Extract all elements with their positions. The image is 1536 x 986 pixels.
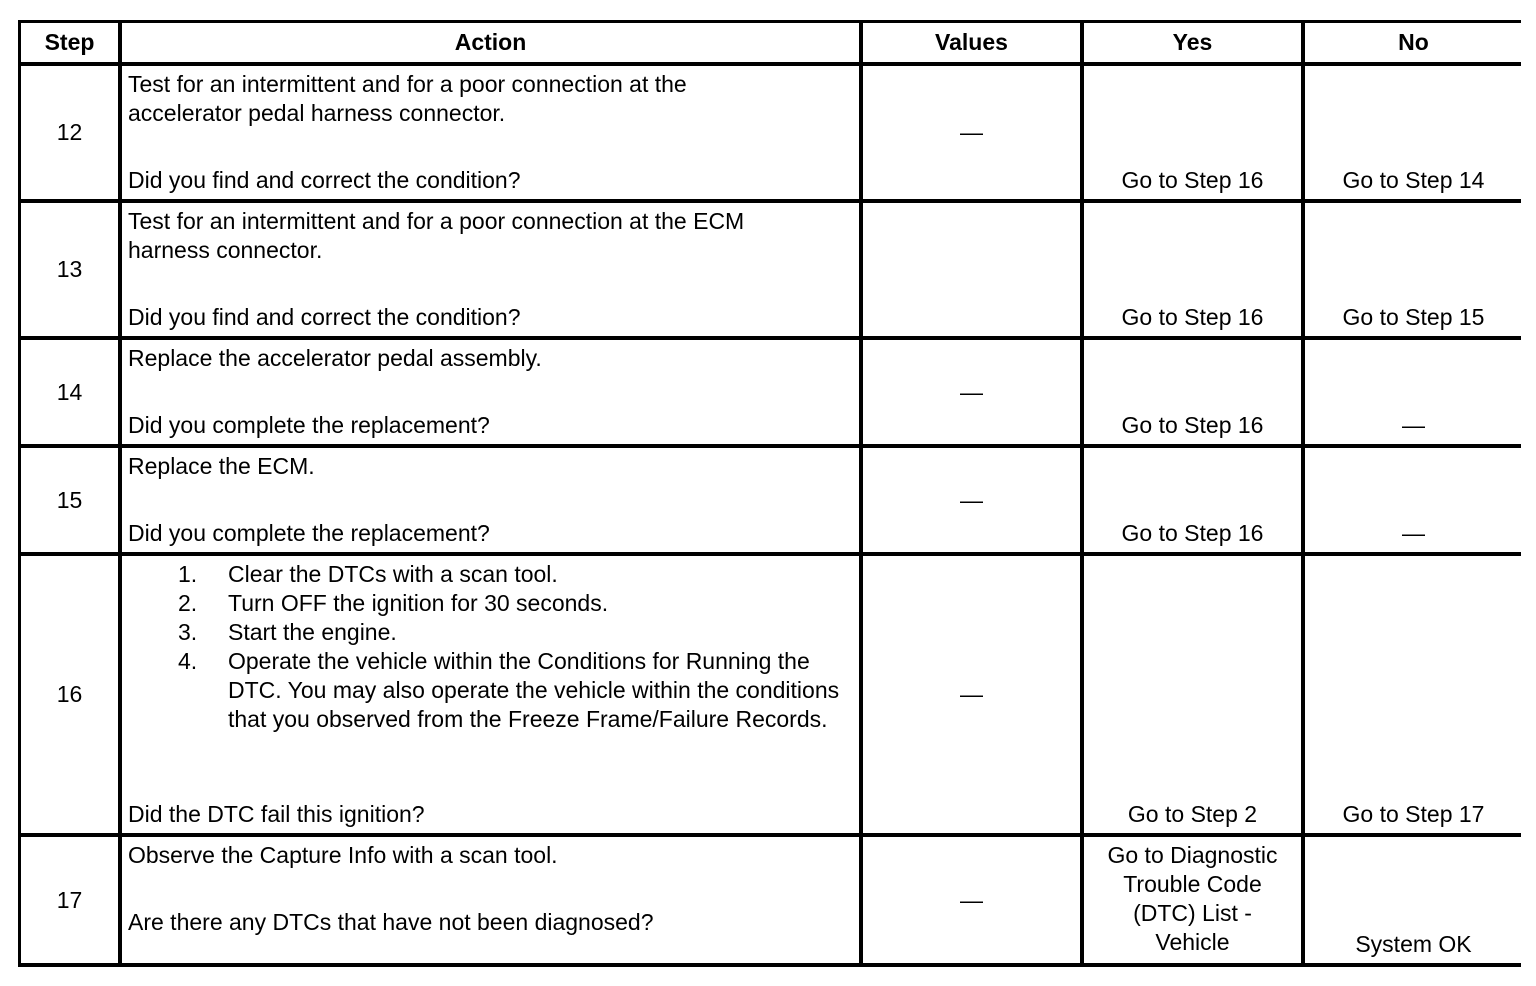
yes-link[interactable]: Go to Step 16 — [1121, 412, 1264, 438]
yes-cell — [1084, 448, 1301, 552]
header-step: Step — [21, 23, 118, 62]
action-question: Did you find and correct the condition? — [128, 167, 521, 193]
list-text: Turn OFF the ignition for 30 seconds. — [228, 590, 609, 616]
yes-cell — [1084, 556, 1301, 833]
step-number: 15 — [21, 448, 118, 552]
list-text: Operate the vehicle within the Conditions for Running the DTC. You may also operate the vehicle within the conditions that you observed from the Freeze Frame/Failure Records. — [228, 648, 840, 732]
yes-cell — [1084, 203, 1301, 336]
yes-link[interactable]: Go to Diagnostic Trouble Code (DTC) List - Vehicle — [1107, 842, 1278, 955]
step-number: 13 — [21, 203, 118, 336]
header-action: Action — [122, 23, 859, 62]
values-cell: — — [863, 66, 1080, 199]
header-no: No — [1305, 23, 1522, 62]
list-number: 4. — [178, 648, 198, 674]
action-instruction: Replace the ECM. — [128, 453, 315, 479]
yes-link[interactable]: Go to Step 2 — [1127, 801, 1258, 827]
action-steps-list — [128, 560, 853, 734]
action-cell — [122, 66, 859, 199]
list-item — [128, 560, 853, 589]
step-number: 14 — [21, 340, 118, 444]
step-number: 17 — [21, 837, 118, 963]
action-cell — [122, 340, 859, 444]
yes-cell — [1084, 66, 1301, 199]
header-values: Values — [863, 23, 1080, 62]
no-link[interactable]: Go to Step 14 — [1342, 167, 1485, 193]
list-text: Clear the DTCs with a scan tool. — [228, 561, 558, 587]
yes-cell — [1084, 837, 1301, 963]
action-question: Did you find and correct the condition? — [128, 304, 521, 330]
action-cell — [122, 448, 859, 552]
values-cell: — — [863, 448, 1080, 552]
action-instruction: Test for an intermittent and for a poor connection at the ECM harness connector. — [128, 208, 745, 263]
list-item — [128, 618, 853, 647]
values-cell — [863, 203, 1080, 336]
list-item — [128, 647, 853, 734]
no-result: System OK — [1355, 931, 1472, 957]
no-value: — — [1402, 412, 1425, 438]
yes-cell — [1084, 340, 1301, 444]
diagnostic-table — [18, 20, 1521, 967]
action-cell — [122, 837, 859, 963]
no-cell — [1305, 340, 1522, 444]
values-cell: — — [863, 340, 1080, 444]
action-question: Are there any DTCs that have not been diagnosed? — [128, 909, 654, 935]
step-number: 16 — [21, 556, 118, 833]
action-cell — [122, 556, 859, 833]
header-yes: Yes — [1084, 23, 1301, 62]
action-cell — [122, 203, 859, 336]
action-question: Did you complete the replacement? — [128, 412, 490, 438]
no-cell — [1305, 203, 1522, 336]
no-cell — [1305, 448, 1522, 552]
no-value: — — [1402, 520, 1425, 546]
action-instruction: Replace the accelerator pedal assembly. — [128, 345, 542, 371]
list-item — [128, 589, 853, 618]
action-instruction: Observe the Capture Info with a scan tool. — [128, 842, 558, 868]
action-question: Did you complete the replacement? — [128, 520, 490, 546]
no-cell — [1305, 66, 1522, 199]
no-cell — [1305, 837, 1522, 963]
list-number: 2. — [178, 590, 198, 616]
list-text: Start the engine. — [228, 619, 397, 645]
values-cell: — — [863, 556, 1080, 833]
action-instruction: Test for an intermittent and for a poor connection at the accelerator pedal harness connector. — [128, 71, 687, 126]
yes-link[interactable]: Go to Step 16 — [1121, 304, 1264, 330]
values-cell: — — [863, 837, 1080, 963]
yes-link[interactable]: Go to Step 16 — [1121, 520, 1264, 546]
list-number: 3. — [178, 619, 198, 645]
action-question: Did the DTC fail this ignition? — [128, 801, 425, 827]
yes-link[interactable]: Go to Step 16 — [1121, 167, 1264, 193]
no-cell — [1305, 556, 1522, 833]
no-link[interactable]: Go to Step 15 — [1342, 304, 1485, 330]
step-number: 12 — [21, 66, 118, 199]
list-number: 1. — [178, 561, 198, 587]
no-link[interactable]: Go to Step 17 — [1342, 801, 1485, 827]
